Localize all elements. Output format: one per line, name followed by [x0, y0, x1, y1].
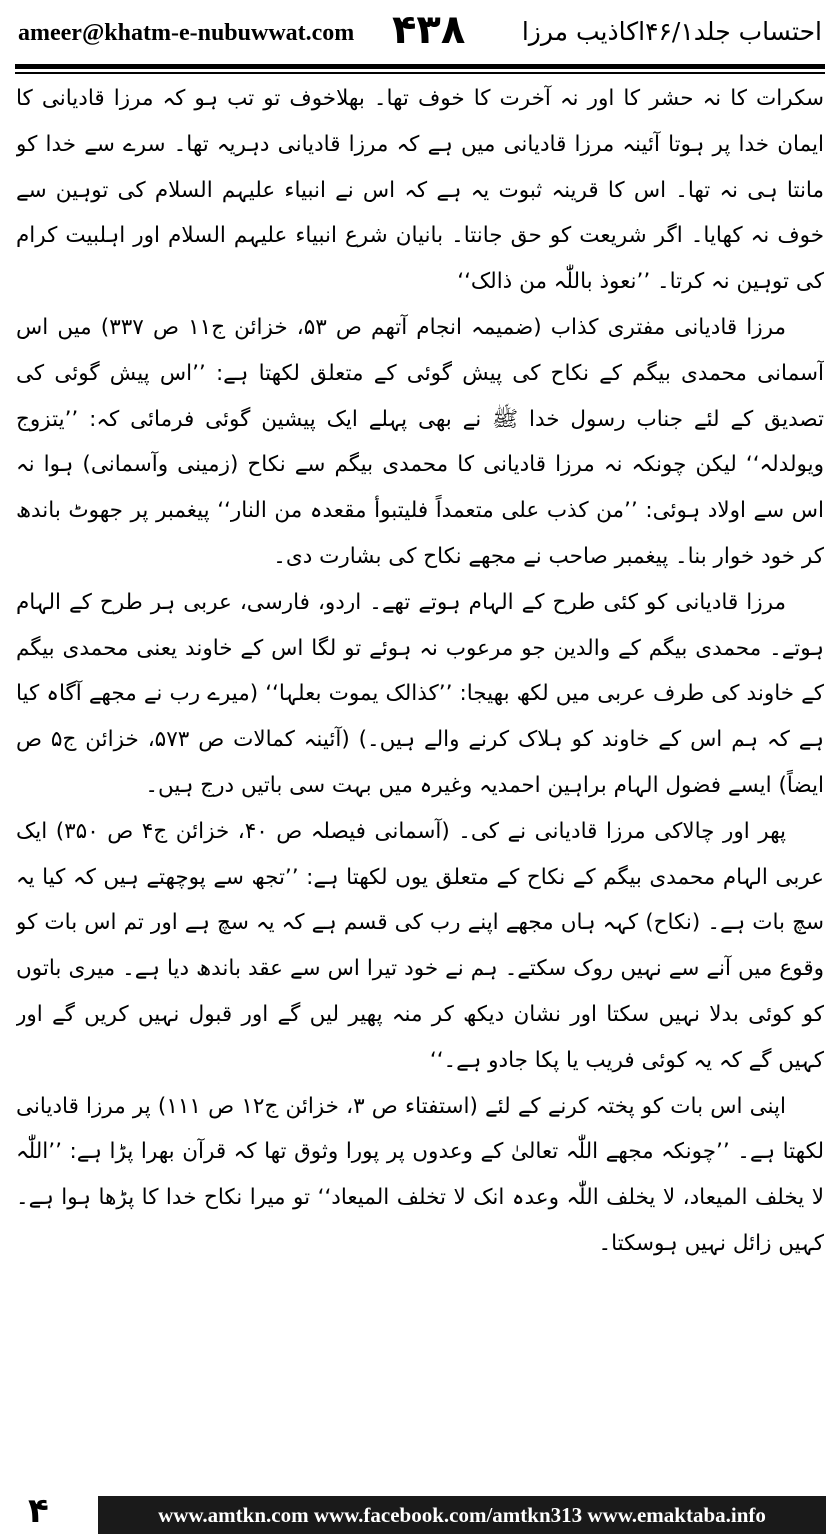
- running-title: احتساب جلد۴۶/۱اکاذیب مرزا: [521, 17, 822, 46]
- footer-links[interactable]: www.amtkn.com www.facebook.com/amtkn313 www.emaktaba.info: [158, 1503, 766, 1527]
- header-page-number: ۴۳۸: [392, 7, 466, 53]
- paragraph-3: مرزا قادیانی کو کئی طرح کے الہام ہوتے تھے۔ اردو، فارسی، عربی ہر طرح کے الہام ہوتے۔ محمدی بیگم کے والدین جو مرعوب نہ ہوئے تو لگا اس کے خاوند یعنی محمدی بیگم کے خاوند کی طرف عربی میں لکھ بھیجا: ’’کذالک یموت بعلہا‘‘ (میرے رب نے مجھے آگاہ کیا ہے کہ ہم اس کے خاوند کو ہلاک کرنے والے ہیں۔) (آئینہ کمالات ص ۵۷۳، خزائن ج۵ ص ایضاً) ایسے فضول الہام براہین احمدیہ وغیرہ میں بہت سی باتیں درج ہیں۔: [16, 589, 824, 798]
- header-email: ameer@khatm-e-nubuwwat.com: [18, 20, 355, 46]
- footer-page-number: ۴: [28, 1491, 49, 1531]
- paragraph-1: سکرات کا نہ حشر کا اور نہ آخرت کا خوف تھا۔ بھلاخوف تو تب ہو کہ مرزا قادیانی کا ایمان خدا پر ہوتا آئینہ مرزا قادیانی میں ہے کہ مرزا قادیانی دہریہ تھا۔ سرے سے خدا کو مانتا ہی نہ تھا۔ اس کا قرینہ ثبوت یہ ہے کہ اس نے انبیاء علیہم السلام کی توہین سے خوف نہ کھایا۔ اگر شریعت کو حق جانتا۔ بانیان شرع انبیاء علیہم السلام اور اہلبیت کرام کی توہین نہ کرتا۔ ’’نعوذ باللّٰہ من ذالک‘‘: [16, 86, 824, 295]
- paragraph-2: مرزا قادیانی مفتری کذاب (ضمیمہ انجام آتھم ص ۵۳، خزائن ج۱۱ ص ۳۳۷) میں اس آسمانی محمدی بیگم کے نکاح کی پیش گوئی کے متعلق لکھتا ہے: ’’اس پیش گوئی کی تصدیق کے لئے جناب رسول خدا ﷺ نے بھی پہلے ایک پیشین گوئی فرمائی کہ: ’’یتزوج ویولدلہ‘‘ لیکن چونکہ نہ مرزا قادیانی کا محمدی بیگم سے نکاح (زمینی وآسمانی) ہوا نہ اس سے اولاد ہوئی: ’’من کذب علی متعمداً فلیتبوأ مقعدہ من النار‘‘ پیغمبر پر جھوٹ باندھ کر خود خوار بنا۔ پیغمبر صاحب نے مجھے نکاح کی بشارت دی۔: [16, 314, 824, 569]
- page-header: [0, 0, 840, 62]
- paragraph-5: اپنی اس بات کو پختہ کرنے کے لئے (استفتاء ص ۳، خزائن ج۱۲ ص ۱۱۱) پر مرزا قادیانی لکھتا ہے۔ ’’چونکہ مجھے اللّٰہ تعالیٰ کے وعدوں پر پورا وثوق تھا کہ قرآن بھرا پڑا ہے: ’’اللّٰہ لا یخلف المیعاد، لا یخلف اللّٰہ وعدہ انک لا تخلف المیعاد‘‘ تو میرا نکاح خدا کا پڑھا ہوا ہے۔ کہیں زائل نہیں ہوسکتا۔: [16, 1093, 824, 1256]
- body-text: [16, 76, 824, 1466]
- header-rule-thin: [15, 72, 825, 74]
- paragraph-4: پھر اور چالاکی مرزا قادیانی نے کی۔ (آسمانی فیصلہ ص ۴۰، خزائن ج۴ ص ۳۵۰) ایک عربی الہام محمدی بیگم کے نکاح کے متعلق یوں لکھتا ہے: ’’تجھ سے پوچھتے ہیں کہ کیا یہ سچ بات ہے۔ (نکاح) کہہ ہاں مجھے اپنے رب کی قسم ہے کہ یہ سچ ہے اور تم اس بات کو وقوع میں آنے سے نہیں روک سکتے۔ ہم نے خود تیرا اس سے عقد باندھ دیا ہے۔ میری باتوں کو کوئی بدلا نہیں سکتا اور نشان دیکھ کر منہ پھیر لیں گے اور قبول نہیں کریں گے اور کہیں گے کہ یہ کوئی فریب یا پکا جادو ہے۔‘‘: [16, 818, 824, 1073]
- header-rule: [15, 64, 825, 69]
- page-footer: [0, 1486, 840, 1540]
